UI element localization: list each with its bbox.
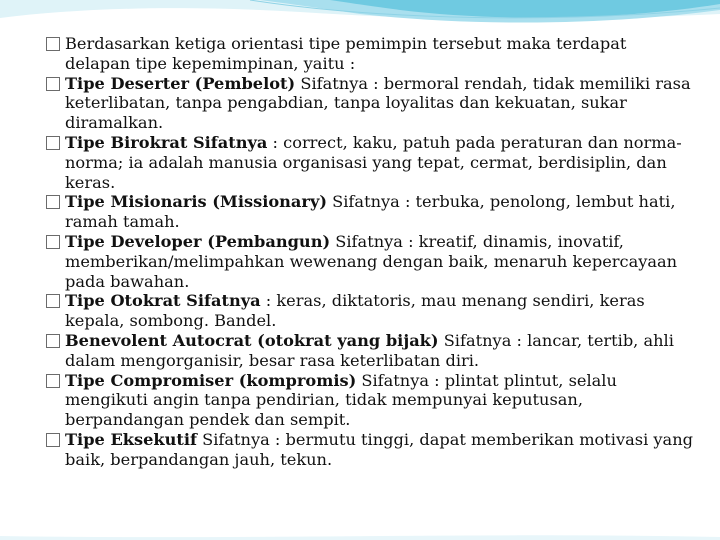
item-1-title: Tipe Deserter (Pembelot)	[65, 73, 296, 93]
item-6-text: Sifatnya : lancar, tertib, ahli dalam mengorganisir, besar rasa keterlibatan diri.	[65, 330, 674, 370]
item-6-title: Benevolent Autocrat (otokrat yang bijak)	[65, 330, 439, 350]
item-4-title: Tipe Developer (Pembangun)	[65, 231, 331, 251]
item-7-title: Tipe Compromiser (kompromis)	[65, 370, 357, 390]
square-bullet-icon	[46, 136, 60, 150]
list-item-1	[46, 74, 696, 133]
item-3-text: Sifatnya : terbuka, penolong, lembut hati, ramah tamah.	[65, 192, 676, 232]
square-bullet-icon	[46, 235, 60, 249]
square-bullet-icon	[46, 374, 60, 388]
item-0-text: Berdasarkan ketiga orientasi tipe pemimpin tersebut maka terdapat delapan tipe kepemimpinan, yaitu :	[65, 34, 627, 73]
square-bullet-icon	[46, 294, 60, 308]
square-bullet-icon	[46, 195, 60, 209]
list-item-2	[46, 133, 696, 192]
square-bullet-icon	[46, 77, 60, 91]
list-item-8	[46, 430, 696, 470]
item-5-title: Tipe Otokrat Sifatnya	[65, 291, 261, 311]
bullet-list	[46, 34, 696, 470]
list-item-7	[46, 371, 696, 430]
item-4-text: Sifatnya : kreatif, dinamis, inovatif, memberikan/melimpahkan wewenang dengan baik, menaruh kepercayaan pada bawahan.	[65, 231, 678, 291]
square-bullet-icon	[46, 37, 60, 51]
footer-band	[0, 532, 720, 540]
list-item-0	[46, 34, 696, 74]
item-1-text: Sifatnya : bermoral rendah, tidak memiliki rasa keterlibatan, tanpa pengabdian, tanpa loyalitas dan kekuatan, sukar diramalkan.	[65, 73, 691, 133]
square-bullet-icon	[46, 334, 60, 348]
list-item-3	[46, 192, 696, 232]
list-item-5	[46, 291, 696, 331]
item-3-title: Tipe Misionaris (Missionary)	[65, 192, 328, 212]
list-item-4	[46, 232, 696, 291]
item-8-title: Tipe Eksekutif	[65, 429, 197, 449]
item-5-text: : keras, diktatoris, mau menang sendiri, keras kepala, sombong. Bandel.	[65, 291, 645, 331]
list-item-6	[46, 331, 696, 371]
item-2-title: Tipe Birokrat Sifatnya	[65, 132, 268, 152]
square-bullet-icon	[46, 433, 60, 447]
item-2-text: : correct, kaku, patuh pada peraturan dan norma-norma; ia adalah manusia organisasi yang tepat, cermat, berdisiplin, dan keras.	[65, 132, 682, 192]
item-7-text: Sifatnya : plintat plintut, selalu mengikuti angin tanpa pendirian, tidak mempunyai keputusan, berpandangan pendek dan sempit.	[65, 370, 617, 430]
item-8-text: Sifatnya : bermutu tinggi, dapat memberikan motivasi yang baik, berpandangan jauh, tekun.	[65, 429, 693, 469]
